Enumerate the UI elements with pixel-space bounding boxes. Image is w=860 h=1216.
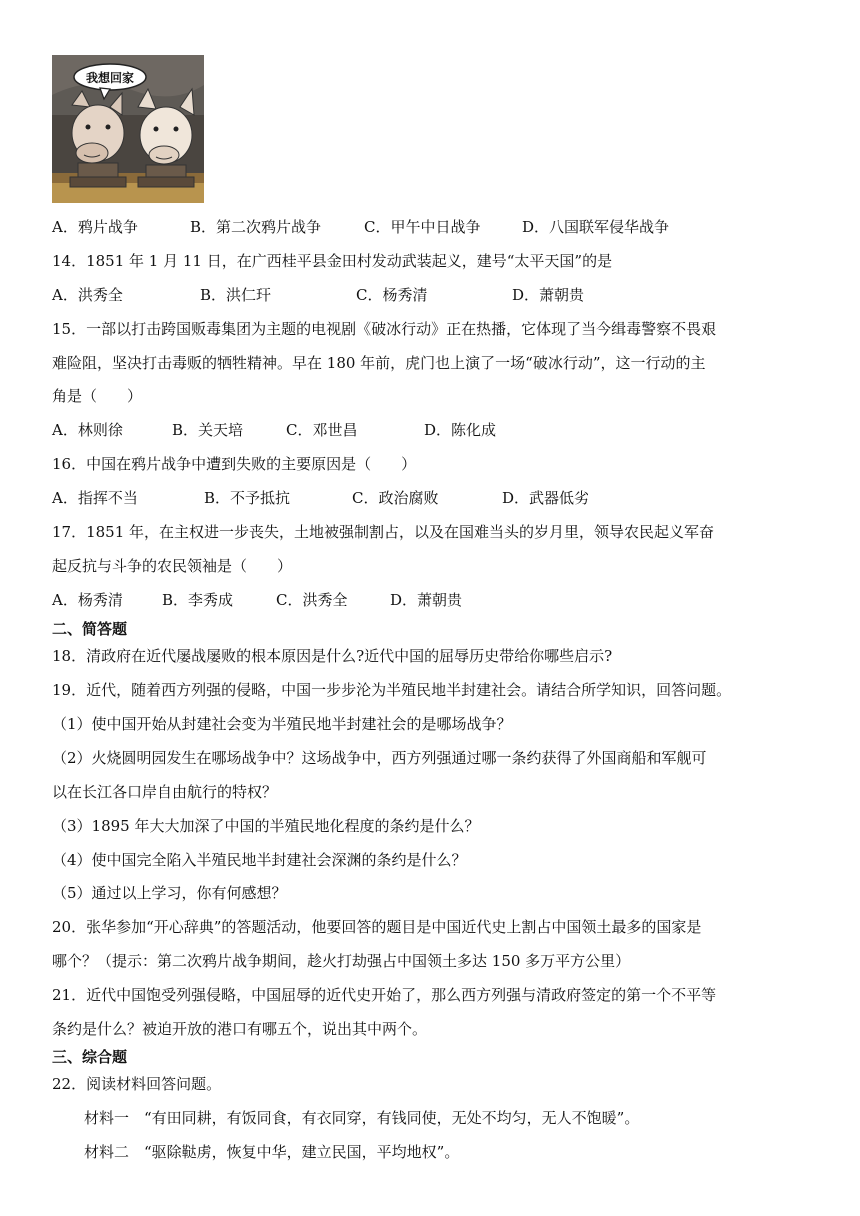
q14-option-b: B．洪仁玕 bbox=[200, 286, 272, 304]
q20-stem-line-1: 20．张华参加“开心辞典”的答题活动，他要回答的题目是中国近代史上割占中国领土最多的国家是 bbox=[52, 918, 702, 936]
q17-option-d: D．萧朝贵 bbox=[390, 591, 463, 609]
q16-option-b: B．不予抵抗 bbox=[204, 489, 291, 507]
q13-option-a: A．鸦片战争 bbox=[52, 218, 138, 236]
q22-material-1: 材料一 “有田同耕，有饭同食，有衣同穿，有钱同使，无处不均匀，无人不饱暖”。 bbox=[84, 1109, 640, 1127]
q14-stem: 14．1851 年 1 月 11 日，在广西桂平县金田村发动武装起义，建号“太平天国”的是 bbox=[52, 252, 613, 270]
q19-sub-2-line-1: （2）火烧圆明园发生在哪场战争中？这场战争中，西方列强通过哪一条约获得了外国商船和军舰可 bbox=[52, 749, 707, 767]
q15-option-c: C．邓世昌 bbox=[286, 421, 358, 439]
q19-sub-2-line-2: 以在长江各口岸自由航行的特权？ bbox=[52, 783, 278, 801]
q16-option-c: C．政治腐败 bbox=[352, 489, 439, 507]
q21-stem-line-1: 21．近代中国饱受列强侵略，中国屈辱的近代史开始了，那么西方列强与清政府签定的第一个不平等 bbox=[52, 986, 717, 1004]
speech-bubble-text: 我想回家 bbox=[85, 71, 135, 85]
q16-option-d: D．武器低劣 bbox=[502, 489, 590, 507]
q20-stem-line-2: 哪个？（提示：第二次鸦片战争期间，趁火打劫强占中国领土多达 150 多万平方公里） bbox=[52, 952, 631, 970]
section-heading-comprehensive: 三、综合题 bbox=[52, 1048, 128, 1066]
q15-option-d: D．陈化成 bbox=[424, 421, 497, 439]
q15-stem-line-2: 难险阻，坚决打击毒贩的牺牲精神。早在 180 年前，虎门也上演了一场“破冰行动”，这一行动的主 bbox=[52, 354, 706, 372]
q22-stem: 22．阅读材料回答问题。 bbox=[52, 1075, 222, 1093]
q13-option-b: B．第二次鸦片战争 bbox=[190, 218, 322, 236]
q18-stem: 18．清政府在近代屡战屡败的根本原因是什么?近代中国的屈辱历史带给你哪些启示? bbox=[52, 647, 613, 665]
q19-sub-4: （4）使中国完全陷入半殖民地半封建社会深渊的条约是什么？ bbox=[52, 851, 467, 869]
q19-sub-5: （5）通过以上学习，你有何感想？ bbox=[52, 884, 287, 902]
q17-option-b: B．李秀成 bbox=[162, 591, 234, 609]
q15-option-b: B．关天培 bbox=[172, 421, 244, 439]
q16-stem: 16．中国在鸦片战争中遭到失败的主要原因是（ ） bbox=[52, 455, 417, 473]
q19-stem: 19．近代，随着西方列强的侵略，中国一步步沦为半殖民地半封建社会。请结合所学知识，回答问题。 bbox=[52, 681, 732, 699]
q19-sub-1: （1）使中国开始从封建社会变为半殖民地半封建社会的是哪场战争？ bbox=[52, 715, 512, 733]
bronze-heads-illustration bbox=[52, 55, 204, 203]
q17-stem-line-2: 起反抗与斗争的农民领袖是（ ） bbox=[52, 557, 293, 575]
q15-stem-line-3: 角是（ ） bbox=[52, 387, 143, 405]
q14-option-d: D．萧朝贵 bbox=[512, 286, 585, 304]
q13-option-d: D．八国联军侵华战争 bbox=[522, 218, 670, 236]
q16-option-a: A．指挥不当 bbox=[52, 489, 138, 507]
q19-sub-3: （3）1895 年大大加深了中国的半殖民地化程度的条约是什么？ bbox=[52, 817, 480, 835]
q13-option-c: C．甲午中日战争 bbox=[364, 218, 481, 236]
q17-stem-line-1: 17．1851 年，在主权进一步丧失，土地被强制割占，以及在国难当头的岁月里，领导农民起义军奋 bbox=[52, 523, 715, 541]
q21-stem-line-2: 条约是什么？被迫开放的港口有哪五个，说出其中两个。 bbox=[52, 1020, 428, 1038]
q17-option-a: A．杨秀清 bbox=[52, 591, 123, 609]
left-bronze-head bbox=[70, 91, 126, 187]
q14-option-c: C．杨秀清 bbox=[356, 286, 428, 304]
q14-option-a: A．洪秀全 bbox=[52, 286, 123, 304]
q22-material-2: 材料二 “驱除鞑虏，恢复中华，建立民国，平均地权”。 bbox=[84, 1143, 460, 1161]
q17-option-c: C．洪秀全 bbox=[276, 591, 348, 609]
section-heading-short-answer: 二、简答题 bbox=[52, 620, 128, 638]
q15-option-a: A．林则徐 bbox=[52, 421, 123, 439]
q15-stem-line-1: 15．一部以打击跨国贩毒集团为主题的电视剧《破冰行动》正在热播，它体现了当今缉毒警察不畏艰 bbox=[52, 320, 717, 338]
